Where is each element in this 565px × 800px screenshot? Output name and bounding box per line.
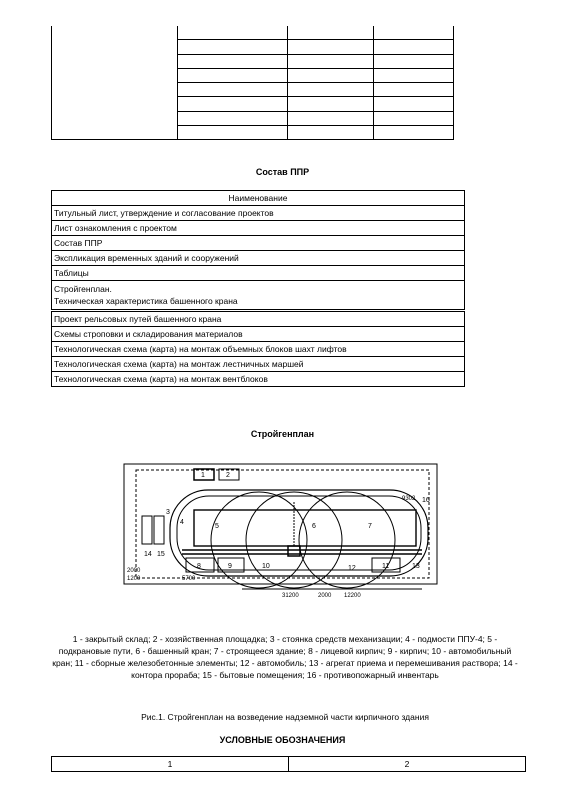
plan-legend-text: 1 - закрытый склад; 2 - хозяйственная площадка; 3 - стоянка средств механизации; 4 - подмости ППУ-4; 5 - подкрановые пути, 6 - башенный кран; 7 - строящееся здание; 8 - лицевой кирпич; 9 - кирпич; 10 - автомобильный кран; 11 - сборные железобетонные элементы; 12 - автомобиль; 13 - агрегат приема и перемешивания раствора; 14 - контора прораба; 15 - бытовые помещения; 16 - противопожарный инвентарь	[52, 634, 518, 680]
table-cell	[52, 26, 178, 140]
section-title-plan: Стройгенплан	[250, 429, 315, 439]
dimension-label: 12200	[344, 593, 361, 599]
site-office	[154, 516, 164, 544]
plan-label: 10	[262, 563, 270, 570]
top-partial-table	[51, 26, 454, 140]
table-cell	[288, 126, 374, 140]
dimension-label: 1200	[127, 576, 141, 582]
table-cell	[288, 111, 374, 125]
dimension-label: 2000	[318, 593, 332, 599]
section-title-legend: УСЛОВНЫЕ ОБОЗНАЧЕНИЯ	[219, 735, 346, 745]
table-cell	[374, 83, 454, 97]
table-row	[52, 236, 465, 251]
table-cell	[374, 111, 454, 125]
dimension-label: 5700	[182, 576, 196, 582]
plan-label: 8	[197, 563, 201, 570]
plan-label: 1	[201, 472, 205, 479]
plan-label: 2	[226, 472, 230, 479]
table-row	[52, 206, 465, 221]
table-cell-line: Стройгенплан.	[54, 284, 112, 294]
table-cell	[288, 40, 374, 54]
site-boundary	[124, 464, 437, 584]
table-cell	[52, 281, 465, 311]
table-cell	[177, 26, 288, 40]
plan-label: 5	[215, 523, 219, 530]
table-cell	[177, 40, 288, 54]
table-cell	[374, 97, 454, 111]
table-row	[52, 311, 465, 327]
table-cell	[374, 68, 454, 82]
plan-label: 13	[412, 563, 420, 570]
table-header-row	[52, 757, 526, 772]
dimension-label: 31200	[282, 593, 299, 599]
ppr-table	[51, 190, 465, 387]
table-cell	[177, 54, 288, 68]
column-header: Наименование	[52, 191, 465, 206]
table-row	[52, 342, 465, 357]
table-row	[52, 281, 465, 311]
table-cell	[288, 54, 374, 68]
table-cell: Титульный лист, утверждение и согласование проектов	[52, 206, 465, 221]
table-cell	[177, 83, 288, 97]
table-cell	[374, 40, 454, 54]
table-cell	[374, 26, 454, 40]
table-cell: Таблицы	[52, 266, 465, 281]
column-header: 2	[289, 757, 526, 772]
figure-caption: Рис.1. Стройгенплан на возведение надземной части кирпичного здания	[141, 712, 429, 722]
table-cell	[177, 97, 288, 111]
plan-label: 16	[422, 497, 430, 504]
table-row	[52, 26, 454, 40]
plan-label: 6	[312, 523, 316, 530]
table-cell: Технологическая схема (карта) на монтаж вентблоков	[52, 372, 465, 387]
table-cell: Состав ППР	[52, 236, 465, 251]
dimension-label: 2000	[127, 568, 141, 574]
table-cell	[374, 54, 454, 68]
table-cell	[177, 68, 288, 82]
dimension-label: 9302	[402, 496, 416, 502]
table-cell: Проект рельсовых путей башенного крана	[52, 311, 465, 327]
table-cell	[177, 126, 288, 140]
table-row	[52, 221, 465, 236]
section-title-ppr: Состав ППР	[255, 167, 310, 177]
plan-label: 3	[166, 509, 170, 516]
table-cell: Схемы строповки и складирования материалов	[52, 327, 465, 342]
crane-radius	[211, 492, 307, 588]
table-cell	[288, 83, 374, 97]
site-plan-drawing	[122, 462, 444, 599]
plan-label: 12	[348, 565, 356, 572]
table-row	[52, 327, 465, 342]
legend-table	[51, 756, 526, 772]
plan-label: 14	[144, 551, 152, 558]
table-cell	[288, 68, 374, 82]
column-header: 1	[52, 757, 289, 772]
plan-label: 15	[157, 551, 165, 558]
crane-radius	[299, 492, 395, 588]
table-cell	[288, 97, 374, 111]
plan-label: 11	[382, 563, 390, 570]
table-cell: Технологическая схема (карта) на монтаж лестничных маршей	[52, 357, 465, 372]
table-row	[52, 372, 465, 387]
table-cell: Экспликация временных зданий и сооружений	[52, 251, 465, 266]
table-row	[52, 266, 465, 281]
table-cell-line: Техническая характеристика башенного крана	[54, 296, 238, 306]
plan-label: 9	[228, 563, 232, 570]
table-cell: Технологическая схема (карта) на монтаж объемных блоков шахт лифтов	[52, 342, 465, 357]
table-cell: Лист ознакомления с проектом	[52, 221, 465, 236]
site-office	[142, 516, 152, 544]
plan-label: 4	[180, 519, 184, 526]
table-row	[52, 357, 465, 372]
table-header-row	[52, 191, 465, 206]
plan-label: 7	[368, 523, 372, 530]
table-cell	[177, 111, 288, 125]
table-cell	[288, 26, 374, 40]
table-row	[52, 251, 465, 266]
table-cell	[374, 126, 454, 140]
